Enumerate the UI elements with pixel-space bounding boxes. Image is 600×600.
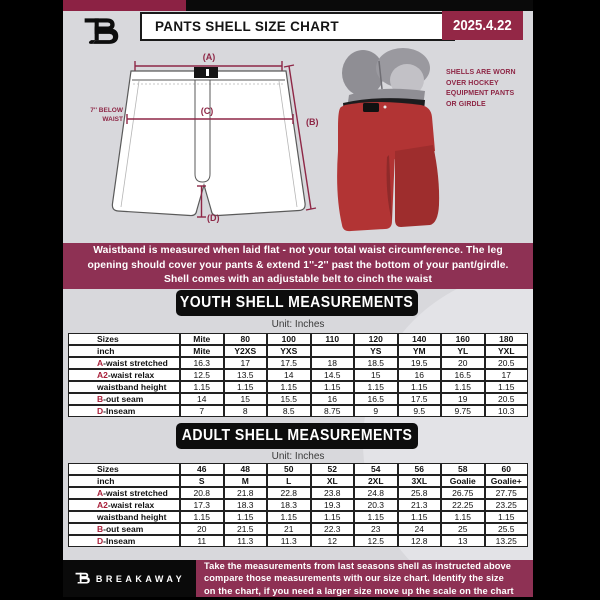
value-cell: 20.5 bbox=[485, 357, 529, 369]
footer-brand bbox=[63, 560, 196, 597]
row-label-accent: A2 bbox=[97, 370, 108, 380]
value-cell: 60 bbox=[485, 463, 529, 475]
value-cell: 1.15 bbox=[224, 511, 268, 523]
value-cell bbox=[311, 345, 355, 357]
value-cell: 110 bbox=[311, 333, 355, 345]
row-label-cell: waistband height bbox=[68, 511, 180, 523]
value-cell: 21 bbox=[267, 523, 311, 535]
value-cell: 19.5 bbox=[398, 357, 442, 369]
row-label-cell: A-waist stretched bbox=[68, 487, 180, 499]
value-cell: Mite bbox=[180, 345, 224, 357]
row-label-accent: A bbox=[97, 488, 104, 498]
value-cell: 9.75 bbox=[441, 405, 485, 417]
value-cell: L bbox=[267, 475, 311, 487]
table-row bbox=[68, 405, 528, 417]
value-cell: 25.8 bbox=[398, 487, 442, 499]
shell-buckle bbox=[363, 103, 379, 112]
value-cell: 7 bbox=[180, 405, 224, 417]
value-cell: 1.15 bbox=[398, 511, 442, 523]
value-cell: 8 bbox=[224, 405, 268, 417]
footer-note bbox=[196, 560, 533, 597]
row-label-accent: A2 bbox=[97, 500, 108, 510]
text-line: on the chart, if you need a larger size move up the scale on the chart bbox=[204, 585, 514, 596]
value-cell: 46 bbox=[180, 463, 224, 475]
value-cell: 1.15 bbox=[224, 381, 268, 393]
value-cell: 21.5 bbox=[224, 523, 268, 535]
value-cell: 24 bbox=[398, 523, 442, 535]
value-cell: 1.15 bbox=[441, 381, 485, 393]
text-line: OVER HOCKEY bbox=[446, 79, 499, 87]
value-cell: 16.5 bbox=[441, 369, 485, 381]
value-cell: 15 bbox=[354, 369, 398, 381]
row-label-cell: inch bbox=[68, 475, 180, 487]
value-cell: 10.3 bbox=[485, 405, 529, 417]
value-cell: 18.5 bbox=[354, 357, 398, 369]
table-row bbox=[68, 499, 528, 511]
footer-logo-icon bbox=[74, 570, 91, 587]
value-cell: YXL bbox=[485, 345, 529, 357]
date-text: 2025.4.22 bbox=[453, 17, 512, 34]
table-row bbox=[68, 511, 528, 523]
value-cell: Goalie bbox=[441, 475, 485, 487]
value-cell: 14 bbox=[267, 369, 311, 381]
label-d: (D) bbox=[207, 213, 220, 223]
value-cell: 20.3 bbox=[354, 499, 398, 511]
value-cell: 11.3 bbox=[267, 535, 311, 547]
text-line: opening should cover your pants & extend 1''-2'' past the bottom of your pant/girdle. bbox=[87, 259, 509, 271]
value-cell: 17.3 bbox=[180, 499, 224, 511]
value-cell: 52 bbox=[311, 463, 355, 475]
value-cell: 1.15 bbox=[180, 381, 224, 393]
row-label-accent: B bbox=[97, 524, 104, 534]
row-label-accent: A bbox=[97, 358, 104, 368]
value-cell: 48 bbox=[224, 463, 268, 475]
value-cell: 9.5 bbox=[398, 405, 442, 417]
document-page bbox=[63, 0, 533, 597]
adult-size-table bbox=[68, 463, 528, 547]
value-cell: 20.5 bbox=[485, 393, 529, 405]
value-cell: 12.5 bbox=[354, 535, 398, 547]
value-cell: 23 bbox=[354, 523, 398, 535]
shell-snap bbox=[384, 106, 387, 109]
value-cell: 54 bbox=[354, 463, 398, 475]
value-cell: 56 bbox=[398, 463, 442, 475]
value-cell: Y2XS bbox=[224, 345, 268, 357]
value-cell: 50 bbox=[267, 463, 311, 475]
youth-unit-label: Unit: Inches bbox=[271, 319, 325, 330]
table-row bbox=[68, 393, 528, 405]
row-label-accent: B bbox=[97, 394, 104, 404]
belt-buckle-slot bbox=[206, 69, 209, 76]
value-cell: 13.5 bbox=[224, 369, 268, 381]
row-label-cell: A2-waist relax bbox=[68, 499, 180, 511]
pants-measurement-diagram bbox=[63, 45, 325, 235]
value-cell: 20.8 bbox=[180, 487, 224, 499]
value-cell: 16.3 bbox=[180, 357, 224, 369]
value-cell: 25 bbox=[441, 523, 485, 535]
row-label-cell: B-out seam bbox=[68, 523, 180, 535]
value-cell: 18.3 bbox=[267, 499, 311, 511]
text-line: SHELLS ARE WORN bbox=[446, 69, 516, 76]
value-cell: 25.5 bbox=[485, 523, 529, 535]
value-cell: 1.15 bbox=[267, 511, 311, 523]
value-cell: 1.15 bbox=[311, 511, 355, 523]
value-cell: 21.8 bbox=[224, 487, 268, 499]
value-cell: 26.75 bbox=[441, 487, 485, 499]
value-cell: 22.25 bbox=[441, 499, 485, 511]
table-row bbox=[68, 333, 528, 345]
value-cell: 140 bbox=[398, 333, 442, 345]
value-cell: 20 bbox=[441, 357, 485, 369]
value-cell: 16 bbox=[398, 369, 442, 381]
value-cell: 14 bbox=[180, 393, 224, 405]
table-row bbox=[68, 357, 528, 369]
value-cell: 58 bbox=[441, 463, 485, 475]
label-c: (C) bbox=[200, 106, 214, 116]
row-label-cell: D-Inseam bbox=[68, 405, 180, 417]
table-row bbox=[68, 475, 528, 487]
table-row bbox=[68, 369, 528, 381]
value-cell: 8.75 bbox=[311, 405, 355, 417]
table-row bbox=[68, 381, 528, 393]
text-line: OR GIRDLE bbox=[446, 100, 486, 108]
row-label-cell: waistband height bbox=[68, 381, 180, 393]
text-line: WAIST bbox=[102, 115, 123, 123]
value-cell: YM bbox=[398, 345, 442, 357]
value-cell: 160 bbox=[441, 333, 485, 345]
value-cell: 80 bbox=[224, 333, 268, 345]
row-label-cell: Sizes bbox=[68, 333, 180, 345]
value-cell: 9 bbox=[354, 405, 398, 417]
text-line: compare those measurements with our size chart. Identify the size bbox=[204, 573, 504, 584]
value-cell: Mite bbox=[180, 333, 224, 345]
value-cell: 1.15 bbox=[354, 381, 398, 393]
value-cell: 17 bbox=[485, 369, 529, 381]
row-label-cell: inch bbox=[68, 345, 180, 357]
value-cell: 1.15 bbox=[267, 381, 311, 393]
value-cell: 16.5 bbox=[354, 393, 398, 405]
value-cell: 12.8 bbox=[398, 535, 442, 547]
value-cell: 1.15 bbox=[485, 381, 529, 393]
row-label-accent: D bbox=[97, 406, 104, 416]
value-cell: 1.15 bbox=[180, 511, 224, 523]
value-cell: 13.25 bbox=[485, 535, 529, 547]
value-cell: 1.15 bbox=[485, 511, 529, 523]
value-cell: 1.15 bbox=[354, 511, 398, 523]
value-cell: 27.75 bbox=[485, 487, 529, 499]
date-badge bbox=[442, 11, 523, 40]
value-cell: 24.8 bbox=[354, 487, 398, 499]
value-cell: 120 bbox=[354, 333, 398, 345]
value-cell: 18.3 bbox=[224, 499, 268, 511]
value-cell: 19.3 bbox=[311, 499, 355, 511]
value-cell: 13 bbox=[441, 535, 485, 547]
value-cell: 1.15 bbox=[398, 381, 442, 393]
page-title-box bbox=[140, 12, 455, 41]
adult-unit-label: Unit: Inches bbox=[271, 451, 325, 462]
adult-section-banner bbox=[176, 423, 418, 449]
value-cell: 15.5 bbox=[267, 393, 311, 405]
value-cell: 15 bbox=[224, 393, 268, 405]
shorts-outline bbox=[112, 71, 305, 216]
label-a: (A) bbox=[202, 52, 216, 62]
row-label-cell: D-Inseam bbox=[68, 535, 180, 547]
value-cell: YXS bbox=[267, 345, 311, 357]
value-cell: YL bbox=[441, 345, 485, 357]
table-row bbox=[68, 535, 528, 547]
table-row bbox=[68, 487, 528, 499]
waist-note bbox=[77, 107, 123, 124]
footer-brand-name: BREAKAWAY bbox=[95, 573, 186, 584]
value-cell: 12 bbox=[311, 535, 355, 547]
label-b: (B) bbox=[306, 117, 319, 127]
youth-size-table bbox=[68, 333, 528, 417]
value-cell: 1.15 bbox=[311, 381, 355, 393]
text-line: EQUIPMENT PANTS bbox=[446, 90, 515, 97]
value-cell: 23.25 bbox=[485, 499, 529, 511]
footer bbox=[63, 560, 533, 597]
row-label-accent: D bbox=[97, 536, 104, 546]
table-row bbox=[68, 345, 528, 357]
notice-banner bbox=[63, 243, 533, 289]
value-cell: Goalie+ bbox=[485, 475, 529, 487]
table-row bbox=[68, 463, 528, 475]
value-cell: 1.15 bbox=[441, 511, 485, 523]
value-cell: 3XL bbox=[398, 475, 442, 487]
youth-section-banner bbox=[176, 290, 418, 316]
value-cell: 17.5 bbox=[267, 357, 311, 369]
value-cell: 180 bbox=[485, 333, 529, 345]
value-cell: 17 bbox=[224, 357, 268, 369]
top-strip bbox=[63, 0, 533, 11]
adult-heading: ADULT SHELL MEASUREMENTS bbox=[181, 427, 413, 444]
value-cell: M bbox=[224, 475, 268, 487]
table-row bbox=[68, 523, 528, 535]
value-cell: 22.8 bbox=[267, 487, 311, 499]
top-strip-accent bbox=[63, 0, 186, 11]
value-cell: 11.3 bbox=[224, 535, 268, 547]
value-cell: 21.3 bbox=[398, 499, 442, 511]
value-cell: 11 bbox=[180, 535, 224, 547]
value-cell: 18 bbox=[311, 357, 355, 369]
value-cell: 19 bbox=[441, 393, 485, 405]
text-line: Waistband is measured when laid flat - not your total waist circumference. The leg bbox=[93, 245, 503, 257]
value-cell: 12.5 bbox=[180, 369, 224, 381]
value-cell: 17.5 bbox=[398, 393, 442, 405]
text-line: Take the measurements from last seasons shell as instructed above bbox=[204, 560, 512, 571]
shell-right-leg bbox=[395, 145, 439, 227]
value-cell: 100 bbox=[267, 333, 311, 345]
value-cell: XL bbox=[311, 475, 355, 487]
value-cell: 23.8 bbox=[311, 487, 355, 499]
row-label-cell: Sizes bbox=[68, 463, 180, 475]
row-label-cell: A2-waist relax bbox=[68, 369, 180, 381]
value-cell: 16 bbox=[311, 393, 355, 405]
value-cell: S bbox=[180, 475, 224, 487]
value-cell: 8.5 bbox=[267, 405, 311, 417]
youth-heading: YOUTH SHELL MEASUREMENTS bbox=[180, 294, 414, 311]
row-label-cell: A-waist stretched bbox=[68, 357, 180, 369]
value-cell: 14.5 bbox=[311, 369, 355, 381]
page-title: PANTS SHELL SIZE CHART bbox=[155, 19, 339, 34]
value-cell: YS bbox=[354, 345, 398, 357]
value-cell: 22.3 bbox=[311, 523, 355, 535]
photo-caption bbox=[446, 68, 528, 110]
shell-left-leg bbox=[337, 151, 395, 231]
text-line: Shell comes with an adjustable belt to cinch the waist bbox=[163, 274, 433, 286]
value-cell: 20 bbox=[180, 523, 224, 535]
row-label-cell: B-out seam bbox=[68, 393, 180, 405]
text-line: 7'' BELOW bbox=[90, 107, 123, 114]
value-cell: 2XL bbox=[354, 475, 398, 487]
